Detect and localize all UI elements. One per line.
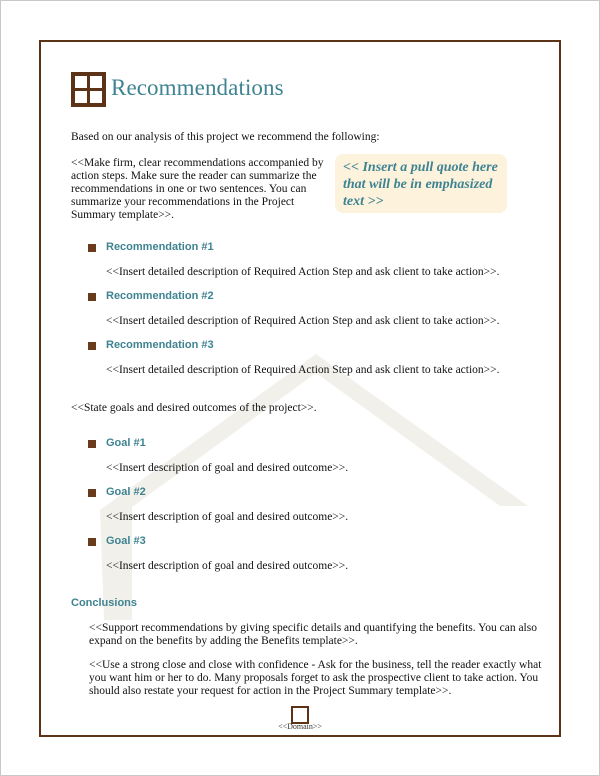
- conclusions-line: <<Use a strong close and close with confidence - Ask for the business, tell the reader exactly what: [89, 659, 542, 671]
- bullet-icon: [88, 489, 96, 497]
- goal-desc: <<Insert description of goal and desired outcome>>.: [106, 462, 349, 474]
- bullet-icon: [88, 293, 96, 301]
- bullet-icon: [88, 244, 96, 252]
- conclusions-line: should also restate your request for action in the Project Summary template>>.: [89, 685, 452, 697]
- recommendation-heading: Recommendation #2: [106, 290, 214, 302]
- recommend-note-line: recommendations in one or two sentences. You can: [71, 183, 307, 195]
- goal-desc: <<Insert description of goal and desired outcome>>.: [106, 511, 349, 523]
- conclusions-line: you want him or her to do. Many proposals forget to ask the prospective client to take action. You: [89, 672, 539, 684]
- pull-quote-line: << Insert a pull quote here: [343, 160, 498, 175]
- goal-desc: <<Insert description of goal and desired outcome>>.: [106, 560, 349, 572]
- footer-domain: <<Domain>>: [278, 722, 322, 731]
- recommend-note: [71, 157, 331, 222]
- conclusions-para: [89, 622, 537, 648]
- pull-quote-line: text >>: [343, 194, 384, 209]
- conclusions-line: <<Support recommendations by giving specific details and quantifying the benefits. You can also: [89, 622, 537, 634]
- conclusions-line: expand on the benefits by adding the Benefits template>>.: [89, 635, 358, 647]
- conclusions-heading: Conclusions: [71, 597, 138, 609]
- goal-heading: Goal #3: [106, 535, 146, 547]
- conclusions-para: [89, 659, 541, 698]
- bullet-icon: [88, 342, 96, 350]
- pull-quote-line: that will be in emphasized: [343, 177, 493, 192]
- window-logo-icon: [71, 72, 106, 107]
- bullet-icon: [88, 538, 96, 546]
- goal-heading: Goal #2: [106, 486, 146, 498]
- page-title: Recommendations: [111, 75, 284, 100]
- recommendation-desc: <<Insert detailed description of Required Action Step and ask client to take action>>.: [106, 364, 500, 376]
- recommend-note-line: action steps. Make sure the reader can summarize the: [71, 170, 317, 182]
- goal-heading: Goal #1: [106, 437, 146, 449]
- recommendation-desc: <<Insert detailed description of Required Action Step and ask client to take action>>.: [106, 315, 500, 327]
- goals-intro: <<State goals and desired outcomes of the project>>.: [71, 402, 317, 414]
- recommend-note-line: summarize your recommendations in the Project: [71, 196, 295, 208]
- recommendation-heading: Recommendation #3: [106, 339, 214, 351]
- pull-quote: [335, 154, 507, 213]
- intro-text: Based on our analysis of this project we recommend the following:: [71, 131, 380, 143]
- recommendation-heading: Recommendation #1: [106, 241, 214, 253]
- bullet-icon: [88, 440, 96, 448]
- recommend-note-line: Summary template>>.: [71, 209, 175, 221]
- recommendation-desc: <<Insert detailed description of Required Action Step and ask client to take action>>.: [106, 266, 500, 278]
- recommend-note-line: <<Make firm, clear recommendations accompanied by: [71, 157, 324, 169]
